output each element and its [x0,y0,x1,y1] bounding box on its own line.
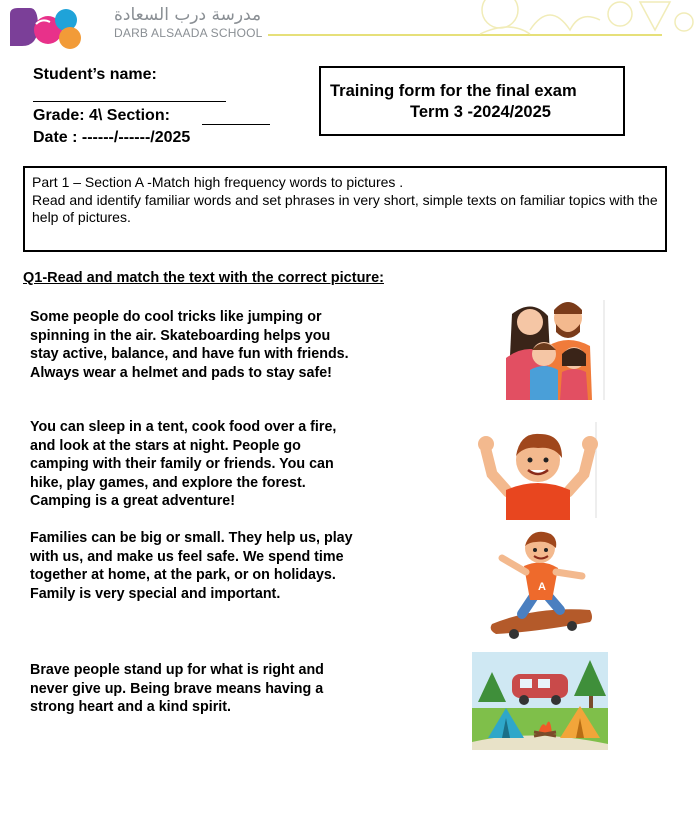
paragraph-brave: Brave people stand up for what is right and never give up. Being brave means having a strong heart and a kind spirit. [30,662,324,716]
paragraph-skateboarding: Some people do cool tricks like jumping or spinning in the air. Skateboarding helps you stay active, balance, and have fun with friends. Always wear a helmet and pads to stay safe! [30,309,349,381]
part-heading: Part 1 – Section A -Match high frequency words to pictures . [32,174,404,190]
paragraph-family: Families can be big or small. They help us, play with us, and make us feel safe. We spend time together at home, at the park, or on holidays. Family is very special and important. [30,530,353,602]
grade-section-label: Grade: 4\ Section: [33,107,170,124]
title-box [319,66,625,136]
family-picture[interactable] [492,296,606,402]
student-name-line [33,101,226,102]
paragraph-camping: You can sleep in a tent, cook food over a fire, and look at the stars at night. People go camping with their family or friends. You can hike, play games, and explore the forest. Camping is a great adventure! [30,419,337,510]
title-line-1: Training form for the final exam [330,82,577,100]
instructions-text [32,174,662,227]
brave-boy-picture[interactable] [478,420,598,520]
title-line-2: Term 3 -2024/2025 [410,103,551,121]
skateboard-boy-picture[interactable] [486,528,596,640]
school-logo [8,4,100,50]
date-label: Date : ------/------/2025 [33,129,191,146]
question-title: Q1-Read and match the text with the correct picture: [23,270,384,286]
decorative-pattern [470,0,696,36]
part-description: Read and identify familiar words and set phrases in very short, simple texts on familiar topics with the help of pictures. [32,191,658,225]
shirt-letter: A [538,581,546,593]
student-name-label: Student’s name: [33,66,157,83]
camping-picture[interactable] [472,652,608,750]
school-name-english: DARB ALSAADA SCHOOL [114,26,263,40]
school-name-arabic: مدرسة درب السعادة [114,5,262,25]
section-answer-line [202,124,270,125]
